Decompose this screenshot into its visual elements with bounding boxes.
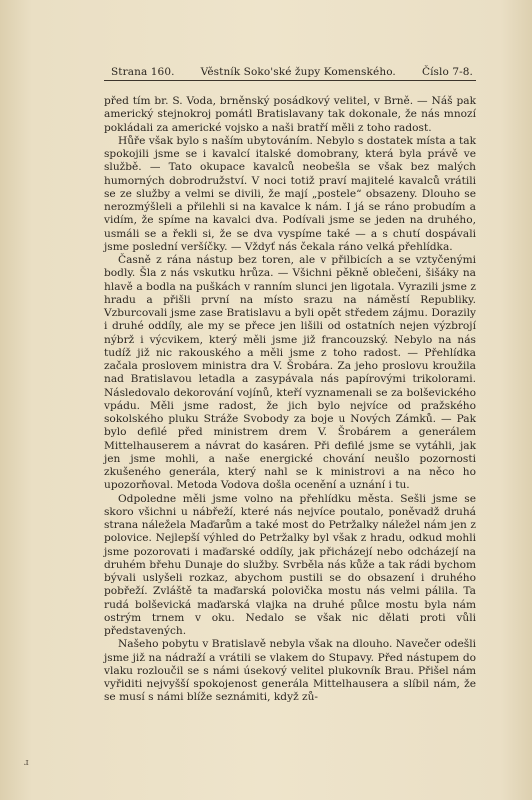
running-header [111,66,473,78]
paragraph: Časně z rána nástup bez toren, ale v přilbicích a se vztyčenými bodly. Šla z nás vskutku hrůza. — Všichni pěkně oblečeni, šišáky na hlavě a bodla na puškách v ranním slunci jen ligotala. Vyrazili jsme z hradu a přišli první na místo srazu na náměstí Republiky. Vzburcovali jsme zase Bratislavu a byli opět středem zájmu. Dorazily i druhé oddíly, ale my se přece jen lišili od ostatních nejen výzbrojí nýbrž i výcvikem, který měli jsme již francouzský. Nebylo na nás tudíž již nic rakouského a měli jsme z toho radost. — Přehlídka začala proslovem ministra dra V. Šrobára. Za jeho proslovu kroužila nad Bratislavou letadla a zasypávala nás papírovými trikolorami. Následovalo dekorování vojínů, kteří vyznamenali se za bolševického vpádu. Měli jsme radost, že jich bylo nejvíce od pražského sokolského pluku Stráže Svobody za boje u Nových Zámků. — Pak bylo defilé před ministrem drem V. Šrobárem a generálem Mittelhauserem a návrat do kasáren. Při defilé jsme se vytáhli, jak jen jsme mohli, a naše energické chování neušlo pozornosti zkušeného generála, který nahl se k ministrovi a na něco ho upozorňoval. Metoda Vodova došla ocenění a uznání i tu. [104,254,476,492]
paragraph: Odpoledne měli jsme volno na přehlídku města. Sešli jsme se skoro všichni u nábřeží, které nás nejvíce poutalo, poněvadž druhá strana náležela Maďarům a také most do Petržalky náležel nám jen z polovice. Nejlepší výhled do Petržalky byl však z hradu, odkud mohli jsme pozorovati i maďarské oddíly, jak přicházejí nebo odcházejí na druhém břehu Dunaje do služby. Svrběla nás kůže a tak rádi bychom bývali uslyšeli rozkaz, abychom pustili se do obsazení i druhého pobřeží. Zvláště ta maďarská polovička mostu nás velmi pálila. Ta rudá bolševická maďarská vlajka na druhé půlce mostu byla nám ostrým trnem v oku. Nedalo se však nic dělati proti vůli představených. [104,492,476,637]
page-number: Strana 160. [111,66,175,78]
header-rule [104,80,476,81]
margin-mark: ɹ [24,758,29,768]
journal-title: Věstník Soko'ské župy Komenského. [200,66,396,78]
paragraph: Hůře však bylo s naším ubytováním. Nebylo s dostatek místa a tak spokojili jsme se i kavalcí italské domobrany, která byla právě ve službě. — Tato okupace kavalců neobešla se však bez malých humorných dobrodružství. V noci totiž praví majitelé kavalců vrátili se ze služby a velmi se divili, že mají „postele“ obsazeny. Dlouho se nerozmýšleli a přilehli si na kavalce k nám. I já se ráno probudím a vidím, že spíme na kavalci dva. Podívali jsme se jeden na druhého, usmáli se a řekli si, že se dva vyspíme také — a s chutí dospávali jsme poslední veršíčky. — Vždyť nás čekala ráno velká přehlídka. [104,134,476,253]
body-text [104,95,476,705]
paragraph: před tím br. S. Voda, brněnský posádkový velitel, v Brně. — Náš pak americký stejnokroj pomátl Bratislavany tak dokonale, že nás mnozí pokládali za americké vojsko a naši bratří měli z toho radost. [104,95,476,134]
issue-number: Číslo 7-8. [421,66,473,78]
paragraph: Našeho pobytu v Bratislavě nebyla však na dlouho. Navečer odešli jsme již na nádraží a vrátili se vlakem do Stupavy. Před nástupem do vlaku rozloučil se s námi úsekový velitel plukovník Brau. Přišel nám vyřiditi nejvyšší spokojenost generála Mittelhausera a slíbil nám, že se musí s námi blíže seznámiti, když zů- [104,638,476,704]
